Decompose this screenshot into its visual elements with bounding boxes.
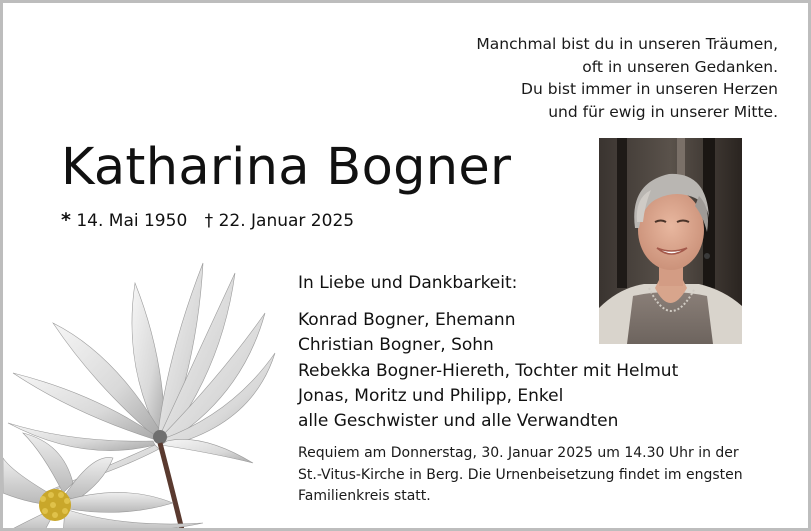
mourners-list — [298, 308, 678, 434]
mourner-entry: Rebekka Bogner-Hiereth, Tochter mit Helmut — [298, 360, 679, 381]
poem-line: oft in unseren Gedanken. — [582, 57, 778, 76]
death-symbol: † — [204, 211, 214, 231]
mourner-entry: alle Geschwister und alle Verwandten — [298, 411, 619, 432]
requiem-line: Requiem am Donnerstag, 30. Januar 2025 um 14.30 Uhr in der — [298, 445, 739, 461]
mourners-heading: In Liebe und Dankbarkeit: — [298, 273, 518, 293]
requiem-line: St.-Vitus-Kirche in Berg. Die Urnenbeisetzung findet im engsten — [298, 466, 743, 483]
mourner-entry: Jonas, Moritz und Philipp, Enkel — [298, 385, 564, 406]
deceased-name: Katharina Bogner — [61, 138, 512, 197]
poem-line: Du bist immer in unseren Herzen — [521, 80, 778, 98]
white-flower-illustration — [3, 243, 303, 531]
memorial-poem — [476, 33, 778, 123]
birth-symbol: * — [61, 209, 71, 231]
requiem-line: Familienkreis statt. — [298, 488, 431, 504]
death-date: 22. Januar 2025 — [218, 211, 355, 231]
mourner-entry: Konrad Bogner, Ehemann — [298, 310, 516, 330]
requiem-notice — [298, 443, 743, 508]
birth-date: 14. Mai 1950 — [76, 211, 188, 231]
poem-line: Manchmal bist du in unseren Träumen, — [476, 35, 778, 53]
poem-line: und für ewig in unserer Mitte. — [548, 102, 778, 121]
mourner-entry: Christian Bogner, Sohn — [298, 335, 494, 356]
life-dates — [61, 208, 354, 233]
